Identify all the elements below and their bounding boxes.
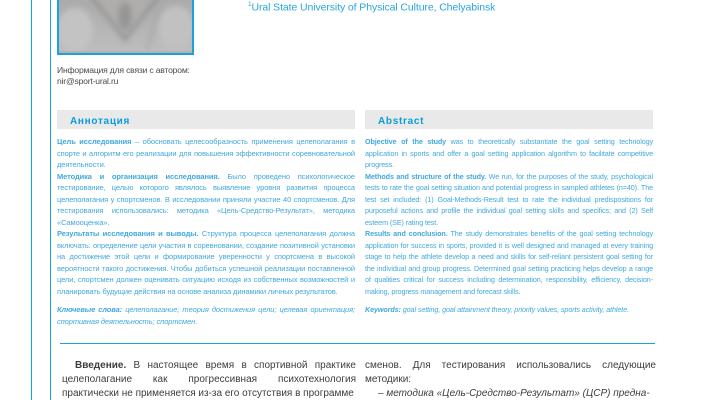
introduction-paragraph <box>62 359 356 400</box>
section-divider <box>60 343 655 345</box>
abstract-results-text: The study demonstrates benefits of the goal setting technology application for success in sports, provided it is well designed and managed at every training stage to help the athlete develop a need and skills for self-reliant persistent goal setting for the individual and group progress. Determined goal setting practicing helps develop a range of qualities critical for success including determination, responsibility, efficiency, decision-making, progress management and forecast skills. <box>365 229 654 296</box>
contact-label: Информация для связи с автором: <box>57 65 190 75</box>
abstract-header-bar <box>365 110 653 129</box>
author-photo <box>57 0 194 55</box>
abstract-results-lead: Results and conclusion. <box>365 229 448 238</box>
abstract-keywords-label: Keywords: <box>365 305 401 314</box>
annotation-header-bar <box>57 110 355 129</box>
contact-email: nir@sport-ural.ru <box>57 76 119 86</box>
abstract-methods-text: We run, for the purposes of the study, psychological tests to rate the goal setting situation and potential progress in sampled athletes (n=40). The test set included: (1) Goal-Methods-Result test to rate the individual predispositions for purposeful actions and profile the individual goal setting skills and specifics; and (2) Self esteem (SE) rating test. <box>365 171 653 227</box>
introduction-continuation: сменов. Для тестирования использовались следующие методики: <box>365 360 656 386</box>
introduction-method-item: – методика «Цель-Средство-Результат» (ЦСР) предна- <box>378 388 650 400</box>
annotation-methods-lead: Методика и организация исследования. <box>57 171 220 181</box>
annotation-results-lead: Результаты исследования и выводы. <box>57 229 199 238</box>
margin-rule-right <box>50 0 52 400</box>
abstract-paragraph-results <box>365 228 653 297</box>
abstract-objective-lead: Objective of the study <box>365 137 447 146</box>
abstract-header: Abstract <box>378 116 425 127</box>
annotation-paragraph-methods <box>57 171 355 229</box>
introduction-left-column <box>62 359 356 400</box>
annotation-methods-text: Было проведено психологическое тестирование, целью которого являлось выявление уровня развития процесса целеполагания у спортсменов. В исследовании приняли участие 40 спортсменов. Для тестирования использовались: методика «Цель-Средство-Результат», методика «Самооценка». <box>57 171 355 227</box>
annotation-keywords-label: Ключевые слова: <box>57 305 123 314</box>
annotation-header: Аннотация <box>70 116 131 127</box>
portrait-image <box>59 0 192 51</box>
affiliation-text: Ural State University of Physical Culture, Chelyabinsk <box>251 1 496 14</box>
introduction-text: В настоящее время в спортивной практике целеполагание как прогрессивная психотехнология практически не применяется из-за его отсутствия в программе <box>62 360 356 400</box>
abstract-methods-lead: Methods and structure of the study. <box>365 171 487 181</box>
abstract-keywords-text: goal setting, goal attainment theory, priority values, sports activity, athlete. <box>400 305 629 314</box>
abstract-body <box>365 136 653 316</box>
annotation-paragraph-results <box>57 228 355 297</box>
annotation-keywords <box>57 304 355 327</box>
annotation-goal-text: – обосновать целесообразность применения целеполагания в спорте и алгоритм его реализации для повышения эффективности соревновательной деятельности. <box>57 137 355 169</box>
annotation-keywords-text: целеполагание; теория достижения цели; целевая ориентация; спортивная деятельность; спортсмен. <box>57 305 356 326</box>
affiliation-superscript: 1 <box>248 1 252 8</box>
abstract-paragraph-methods <box>365 171 653 229</box>
introduction-right-column <box>365 359 656 400</box>
abstract-keywords <box>365 304 653 316</box>
annotation-paragraph-goal <box>57 136 355 171</box>
introduction-lead: Введение. <box>75 360 127 371</box>
affiliation-line <box>248 1 495 14</box>
contact-info <box>57 65 217 87</box>
annotation-body <box>57 136 355 327</box>
margin-rule-left <box>31 0 33 400</box>
abstract-paragraph-objective <box>365 136 653 171</box>
annotation-goal-lead: Цель исследования <box>57 137 132 146</box>
annotation-results-text: Структура процесса целеполагания должна включать: определение цели участия в соревновании, создание позитивной установки на достижение этой цели и формирование уверенности у спортсмена в высокой вероятности такого достижения. Чтобы добиться успешной реализации поставленной цели, спортсмен должен оценивать ситуацию исходя из собственных возможностей и планировать будущие действия на основе анализа динамики личных результатов. <box>57 229 355 296</box>
abstract-objective-text: was to theoretically substantiate the goal setting technology application in sports and offer a goal setting application algorithm to facilitate competitive progress. <box>365 137 653 169</box>
